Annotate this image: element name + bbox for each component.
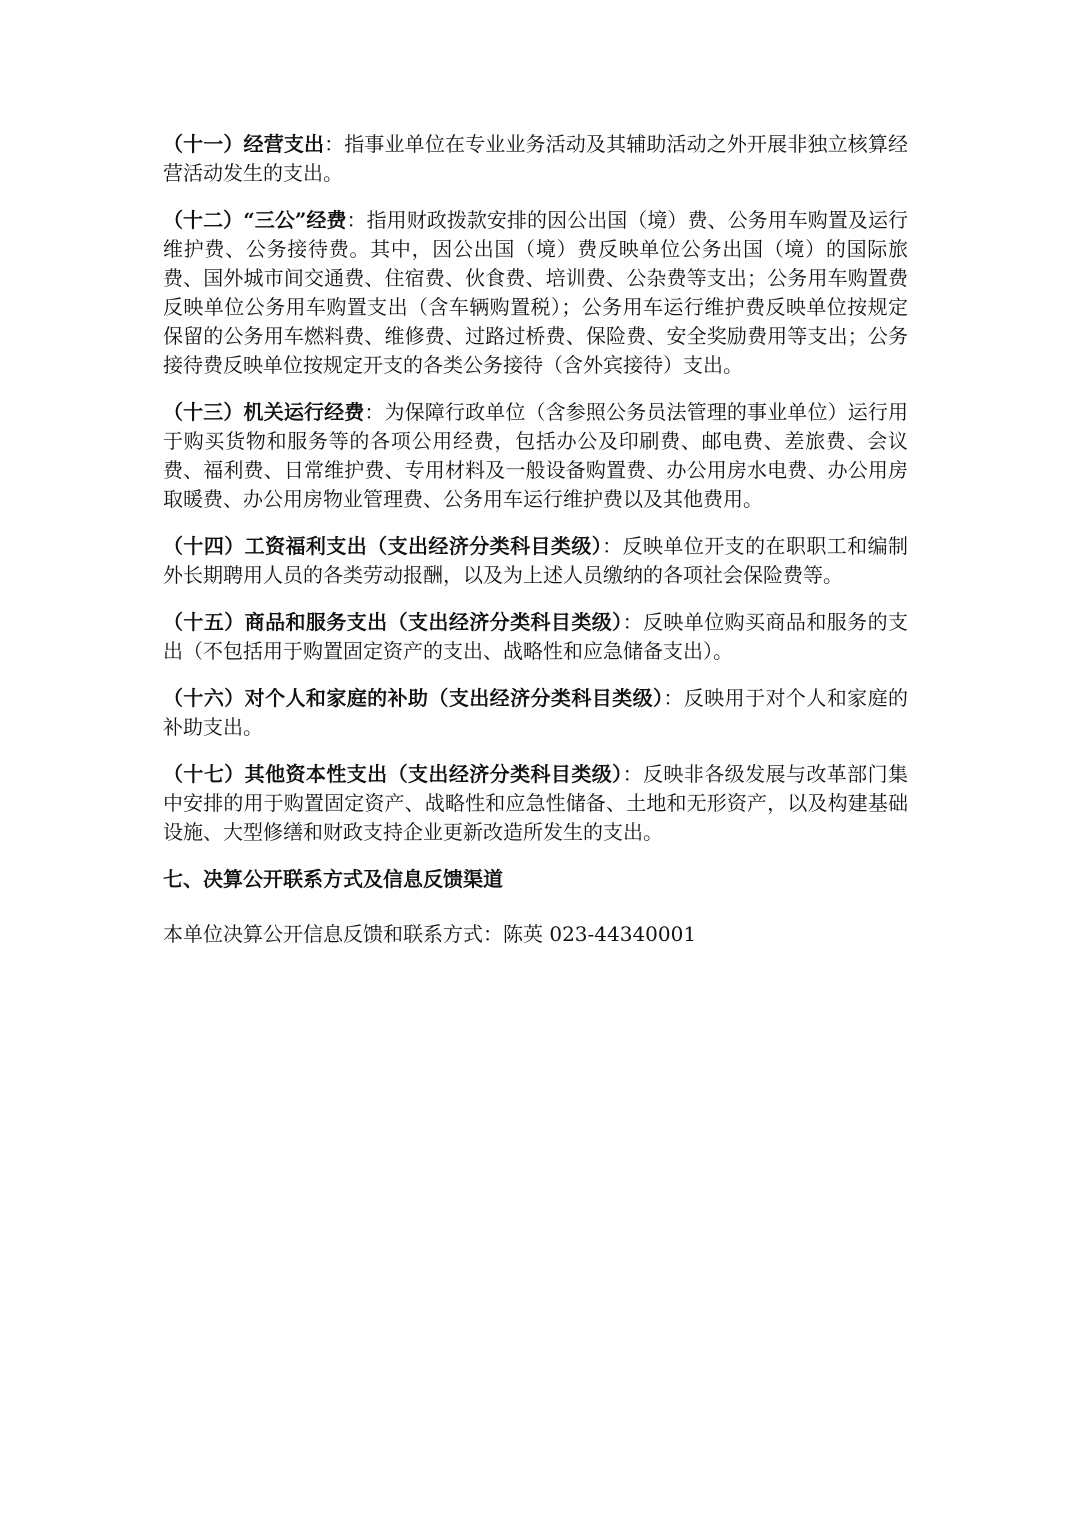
definition-separator: ： bbox=[622, 762, 644, 786]
definition-separator: ： bbox=[622, 610, 644, 634]
definition-paragraph-11 bbox=[163, 130, 908, 188]
definition-text: 为保障行政单位（含参照公务员法管理的事业单位）运行用于购买货物和服务等的各项公用经费，包括办公及印刷费、邮电费、差旅费、会议费、福利费、日常维护费、专用材料及一般设备购置费、办公用房水电费、办公用房取暖费、办公用房物业管理费、公务用车运行维护费以及其他费用。 bbox=[163, 400, 909, 511]
definition-paragraph-13 bbox=[163, 398, 908, 514]
definition-term: （十三）机关运行经费 bbox=[163, 400, 365, 424]
definition-term: （十七）其他资本性支出（支出经济分类科目类级） bbox=[163, 762, 623, 786]
document-page bbox=[163, 130, 908, 949]
definition-text: 反映非各级发展与改革部门集中安排的用于购置固定资产、战略性和应急性储备、土地和无形资产，以及构建基础设施、大型修缮和财政支持企业更新改造所发生的支出。 bbox=[163, 762, 909, 844]
definition-term: （十六）对个人和家庭的补助（支出经济分类科目类级） bbox=[163, 686, 664, 710]
definition-term: （十四）工资福利支出（支出经济分类科目类级） bbox=[163, 534, 603, 558]
definition-paragraph-12 bbox=[163, 206, 908, 380]
definition-separator: ： bbox=[602, 534, 623, 558]
definition-text: 反映单位开支的在职职工和编制外长期聘用人员的各类劳动报酬，以及为上述人员缴纳的各项社会保险费等。 bbox=[163, 534, 909, 587]
section-heading: 七、决算公开联系方式及信息反馈渠道 bbox=[163, 867, 503, 891]
definition-text: 指用财政拨款安排的因公出国（境）费、公务用车购置及运行维护费、公务接待费。其中，因公出国（境）费反映单位公务出国（境）的国际旅费、国外城市间交通费、住宿费、伙食费、培训费、公杂费等支出；公务用车购置费反映单位公务用车购置支出（含车辆购置税）；公务用车运行维护费反映单位按规定保留的公务用车燃料费、维修费、过路过桥费、保险费、安全奖励费用等支出；公务接待费反映单位按规定开支的各类公务接待（含外宾接待）支出。 bbox=[163, 208, 909, 377]
definition-text: 反映用于对个人和家庭的补助支出。 bbox=[163, 686, 909, 739]
definition-paragraph-17 bbox=[163, 760, 908, 847]
definition-paragraph-15 bbox=[163, 608, 908, 666]
definition-text: 指事业单位在专业业务活动及其辅助活动之外开展非独立核算经营活动发生的支出。 bbox=[163, 132, 909, 185]
contact-info: 本单位决算公开信息反馈和联系方式：陈英 023-44340001 bbox=[163, 922, 697, 946]
definition-text: 反映单位购买商品和服务的支出（不包括用于购置固定资产的支出、战略性和应急储备支出）。 bbox=[163, 610, 909, 663]
definition-separator: ： bbox=[346, 208, 367, 232]
definition-paragraph-16 bbox=[163, 684, 908, 742]
definition-term: （十五）商品和服务支出（支出经济分类科目类级） bbox=[163, 610, 623, 634]
definition-separator: ： bbox=[364, 400, 385, 424]
definition-term: （十一）经营支出 bbox=[163, 132, 325, 156]
definition-paragraph-14 bbox=[163, 532, 908, 590]
definition-separator: ： bbox=[663, 686, 684, 710]
definition-separator: ： bbox=[324, 132, 345, 156]
definition-term: （十二）“三公”经费 bbox=[163, 208, 347, 232]
